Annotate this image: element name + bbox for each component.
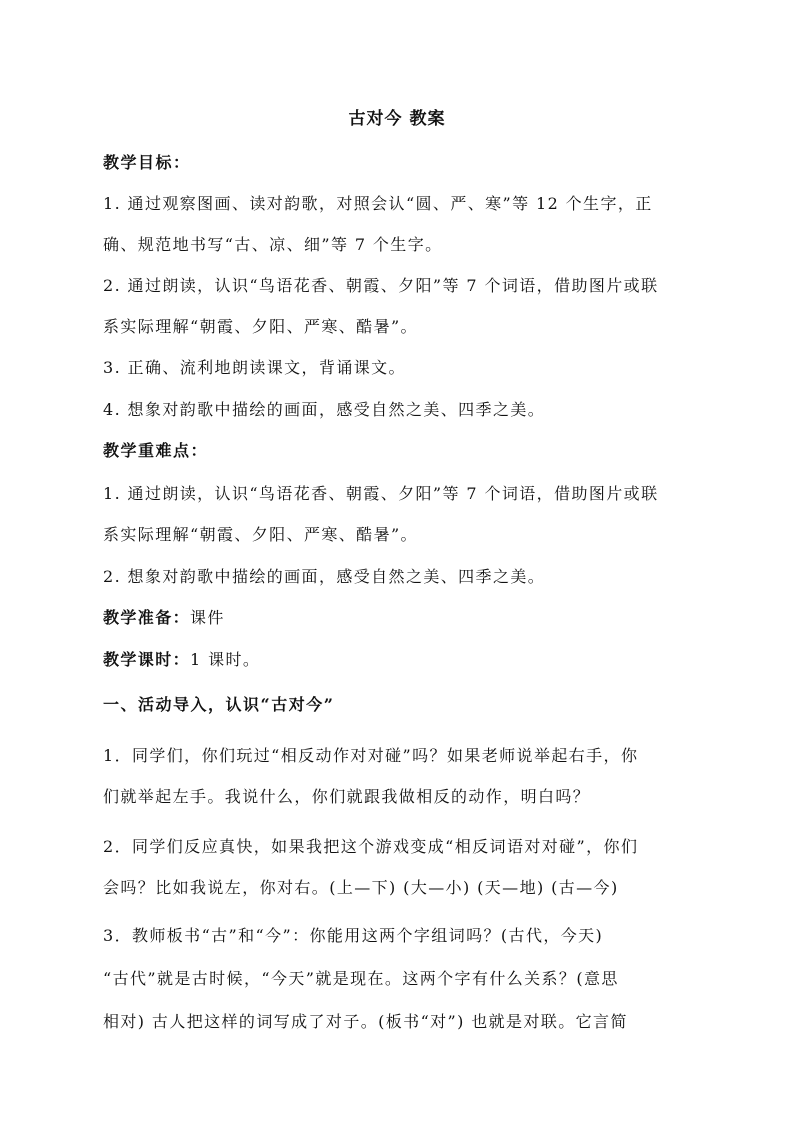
objectives-heading: 教学目标：	[103, 153, 191, 172]
objectives-line: 系实际理解“朝霞、夕阳、严寒、酷暑”。	[103, 317, 418, 336]
preparation-value: 课件	[190, 608, 225, 627]
class-hours-value: 1 课时。	[190, 650, 261, 669]
objectives-line: 4. 想象对韵歌中描绘的画面，感受自然之美、四季之美。	[103, 400, 546, 419]
objectives-line: 2. 通过朗读，认识“鸟语花香、朝霞、夕阳”等 7 个词语，借助图片或联	[103, 276, 659, 295]
keypoints-line: 系实际理解“朝霞、夕阳、严寒、酷暑”。	[103, 525, 418, 544]
keypoints-line: 1. 通过朗读，认识“鸟语花香、朝霞、夕阳”等 7 个词语，借助图片或联	[103, 484, 659, 503]
intro-line: 相对) 古人把这样的词写成了对子。(板书“对”) 也就是对联。它言简	[103, 1012, 628, 1031]
keypoints-line: 2. 想象对韵歌中描绘的画面，感受自然之美、四季之美。	[103, 567, 546, 586]
intro-line: 2．同学们反应真快，如果我把这个游戏变成“相反词语对对碰”，你们	[103, 837, 639, 856]
preparation-line	[103, 605, 703, 628]
keypoints-heading: 教学重难点：	[103, 441, 209, 460]
intro-line: 会吗？比如我说左，你对右。(上—下) (大—小) (天—地) (古—今)	[103, 878, 619, 897]
class-hours-label: 教学课时：	[103, 650, 191, 669]
intro-line: “古代”就是古时候，“今天”就是现在。这两个字有什么关系？(意思	[103, 969, 619, 988]
intro-line: 们就举起左手。我说什么，你们就跟我做相反的动作，明白吗？	[103, 787, 591, 806]
class-hours-line	[103, 647, 703, 670]
document-title: 古对今 教案	[348, 109, 446, 129]
intro-heading: 一、活动导入，认识“古对今”	[103, 695, 335, 714]
objectives-line: 确、规范地书写“古、凉、细”等 7 个生字。	[103, 235, 443, 254]
objectives-line: 1. 通过观察图画、读对韵歌，对照会认“圆、严、寒”等 12 个生字，正	[103, 194, 653, 213]
intro-line: 1．同学们，你们玩过“相反动作对对碰”吗？如果老师说举起右手，你	[103, 746, 639, 765]
objectives-line: 3. 正确、流利地朗读课文，背诵课文。	[103, 358, 406, 377]
preparation-label: 教学准备：	[103, 608, 191, 627]
intro-line: 3．教师板书“古”和“今”：你能用这两个字组词吗？(古代，今天)	[103, 926, 604, 945]
